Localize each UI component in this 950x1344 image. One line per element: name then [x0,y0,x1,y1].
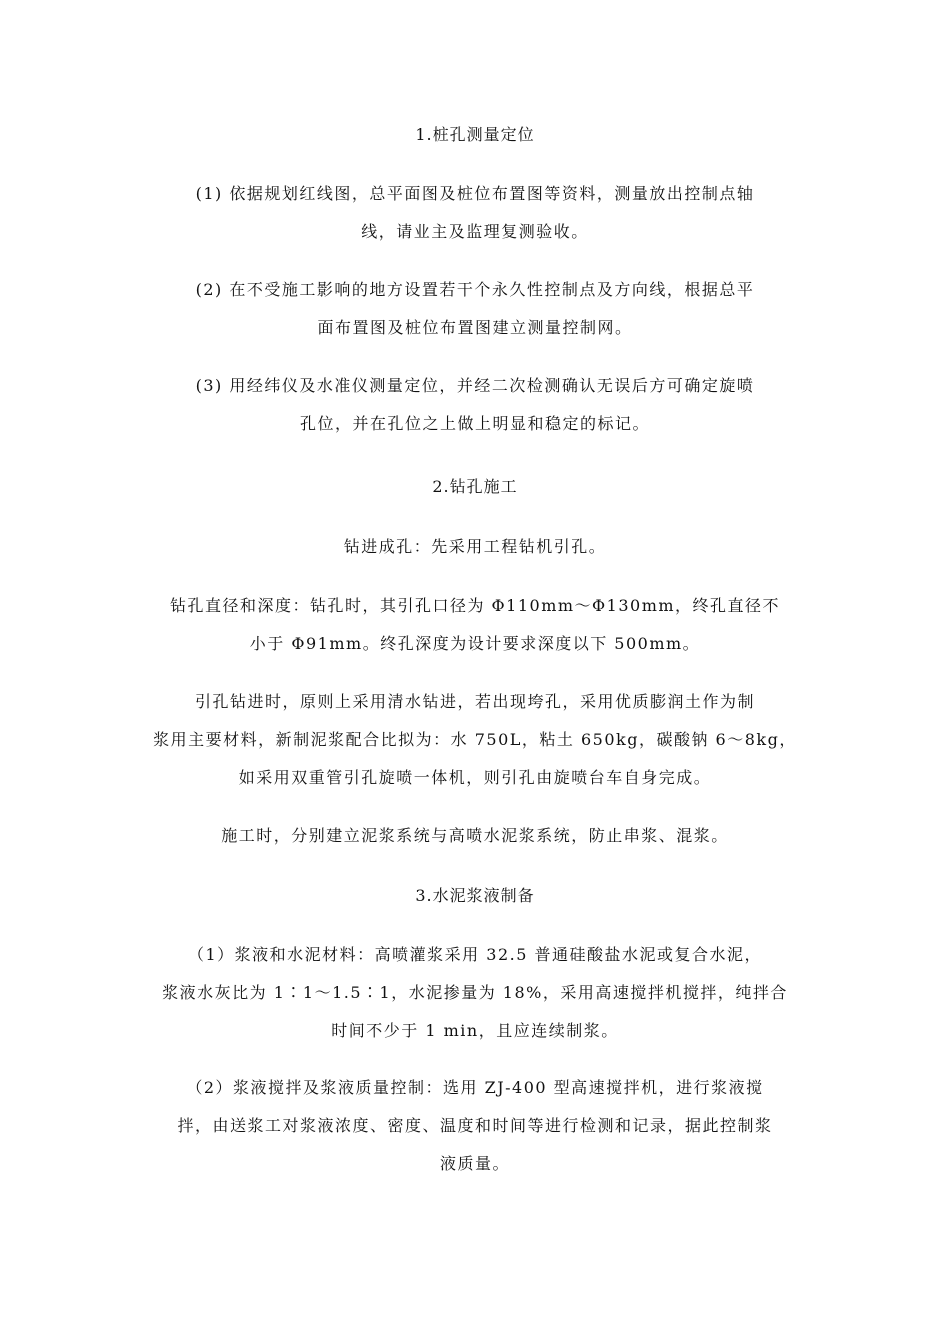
paragraph-line: （2）浆液搅拌及浆液质量控制：选用 ZJ-400 型高速搅拌机，进行浆液搅 [186,1078,764,1097]
section-1-item-2 [146,271,804,347]
section-2-paragraph-2 [146,587,804,663]
paragraph-line: (2) 在不受施工影响的地方设置若干个永久性控制点及方向线，根据总平 [195,280,755,299]
paragraph-line: 孔位，并在孔位之上做上明显和稳定的标记。 [299,414,650,433]
paragraph-line: 面布置图及桩位布置图建立测量控制网。 [317,318,633,337]
paragraph-line: 拌，由送浆工对浆液浓度、密度、温度和时间等进行检测和记录，据此控制浆 [177,1116,773,1135]
section-2-heading [146,468,804,506]
paragraph-line: （1）浆液和水泥材料：高喷灌浆采用 32.5 普通硅酸盐水泥或复合水泥， [188,945,762,964]
section-2-paragraph-4 [146,817,804,855]
paragraph-line: 施工时，分别建立泥浆系统与高喷水泥浆系统，防止串浆、混浆。 [221,826,729,845]
section-1-item-3 [146,367,804,443]
paragraph-line: 钻孔直径和深度：钻孔时，其引孔口径为 Φ110mm～Φ130mm，终孔直径不 [169,596,781,615]
paragraph-line: (3) 用经纬仪及水准仪测量定位，并经二次检测确认无误后方可确定旋喷 [195,376,755,395]
section-3-item-2 [146,1069,804,1183]
paragraph-line: 浆用主要材料，新制泥浆配合比拟为：水 750L，粘土 650kg，碳酸钠 6～8kg， [153,730,797,749]
paragraph-line: 浆液水灰比为 1∶1～1.5∶1，水泥掺量为 18%，采用高速搅拌机搅拌，纯拌合 [162,983,788,1002]
section-3-heading [146,877,804,915]
paragraph-line: 线，请业主及监理复测验收。 [361,222,589,241]
paragraph-line: 小于 Φ91mm。终孔深度为设计要求深度以下 500mm。 [249,634,701,653]
paragraph-line: 引孔钻进时，原则上采用清水钻进，若出现垮孔，采用优质膨润土作为制 [194,692,755,711]
section-2-paragraph-1 [146,528,804,566]
heading-text: 2.钻孔施工 [432,477,518,496]
heading-text: 3.水泥浆液制备 [415,886,535,905]
paragraph-line: 液质量。 [439,1154,510,1173]
section-2-paragraph-3 [146,683,804,797]
paragraph-line: (1) 依据规划红线图，总平面图及桩位布置图等资料，测量放出控制点轴 [195,184,755,203]
paragraph-line: 时间不少于 1 min，且应连续制浆。 [331,1021,619,1040]
section-1-item-1 [146,175,804,251]
section-1-heading [146,116,804,154]
section-3-item-1 [146,936,804,1050]
paragraph-line: 钻进成孔：先采用工程钻机引孔。 [343,537,607,556]
paragraph-line: 如采用双重管引孔旋喷一体机，则引孔由旋喷台车自身完成。 [238,768,712,787]
heading-text: 1.桩孔测量定位 [415,125,535,144]
